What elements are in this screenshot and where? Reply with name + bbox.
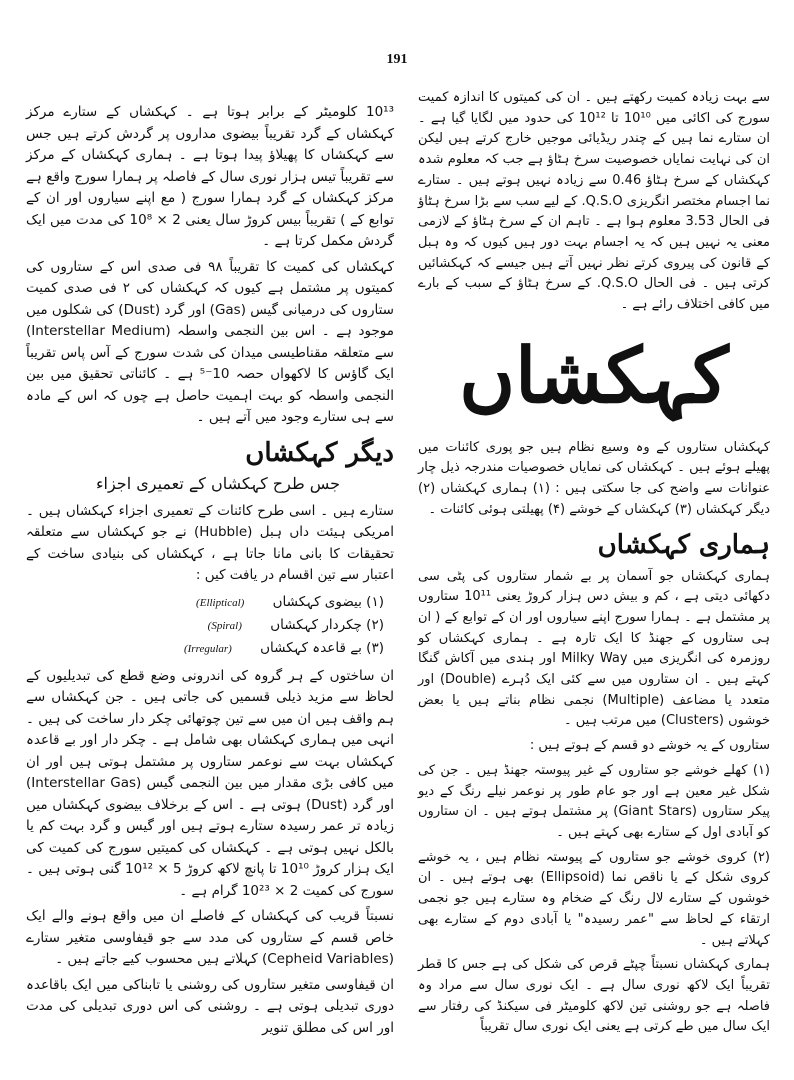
galaxy-shape-paragraph: ہماری کہکشاں نسبتاً چپٹے قرص کی شکل کی ہے جس کا قطر تقریباً ایک لاکھ نوری سال ہے ۔ ایک نوری سال سے مراد وہ فاصلہ ہے جو روشنی تین لاکھ کلومیٹر فی سیکنڈ کی رفتار سے ایک سال میں طے کرتی ہے یعنی ایک نوری سال تقریباً (418, 957, 770, 1035)
list-item (26, 614, 394, 637)
list-item-english: (Irregular) (183, 642, 232, 655)
our-galaxy-paragraph: ہماری کہکشاں جو آسمان پر بے شمار ستاروں کی پٹی سی دکھائی دیتی ہے ، کم و بیش دس ہزار کروڑ یعنی 10¹¹ ستاروں پر مشتمل ہے ۔ ہمارا سورج اپنے سیاروں اور ان کے توابع کے ( ان ہی ستاروں کے جھنڈ کا ایک تارہ ہے ۔ ہماری کہکشاں کو روزمرہ کی انگریزی میں Milky Way اور ہندی میں آکاش گنگا کہتے ہیں ۔ ان ستاروں میں سے کئی ایک دُہرے (Double) اور متعدد یا مضاعف (Multiple) نجمی نظام بناتے ہیں یا بعض خوشوں (Clusters) میں مرتب ہیں ۔ (418, 568, 771, 729)
right-column (418, 88, 770, 1042)
galaxy-mass-paragraph: کہکشاں کی کمیت کا تقریباً ۹۸ فی صدی اس کے ستاروں کی کمیتوں پر مشتمل ہے کیوں کہ کہکشاں کی ۲ فی صدی کمیت ستاروں کی درمیانی گیس (Gas) اور گرد (Dust) کی شکلوں میں موجود ہے ۔ اس بین النجمی واسطہ (Interstellar Medium) سے متعلقہ مقناطیسی میدان کی شدت سورج کے آس پاس تقریباً ایک گاؤس کا لاکھواں حصہ 10⁻⁵ ہے ۔ کائناتی تحقیق میں بین النجمی واسطہ کو بہت اہمیت حاصل ہے چوں کہ اس کے مادہ سے ہی ستارے وجود میں آتے ہیں ۔ (26, 258, 395, 425)
open-clusters-paragraph: (۱) کھلے خوشے جو ستاروں کے غیر پیوستہ جھنڈ ہیں ۔ جن کی شکل غیر معین ہے اور جو عام طور پر نوعمر نیلے رنگ کے دیو پیکر ستاروں (Giant Stars) پر مشتمل ہوتے ہیں ۔ ان ستاروں کو آبادی اول کے ستارے بھی کہتے ہیں ۔ (418, 762, 771, 840)
other-galaxies-subheading: جس طرح کہکشاں کے تعمیری اجزاء (96, 473, 341, 493)
list-item (26, 637, 394, 660)
list-item-label: بیضوی کہکشاں (272, 593, 362, 610)
list-item-number: (۱) (366, 593, 384, 610)
our-galaxy-heading: ہماری کہکشاں (597, 529, 770, 560)
list-item-label: چکردار کہکشاں (270, 616, 362, 633)
galaxy-types-list (26, 591, 394, 660)
galaxies-intro-paragraph: کہکشاں ستاروں کے وہ وسیع نظام ہیں جو پوری کائنات میں پھیلے ہوئے ہیں ۔ کہکشاں کی نمایاں خصوصیات مندرجہ ذیل چار عنوانات سے واضح کی جا سکتی ہیں : (۱) ہماری کہکشاں (۲) دیگر کہکشاں (۳) کہکشاں کے خوشے (۴) پھیلتی ہوئی کائنات ۔ (418, 439, 770, 517)
list-item (26, 591, 394, 614)
cepheid-paragraph: نسبتاً قریب کی کہکشاں کے فاصلے ان میں واقع ہونے والے ایک خاص قسم کے ستاروں کی مدد سے جو قیفاوسی متغیر ستارے (Cepheid Variables) کہلاتے ہیں محسوب کیے جاتے ہیں ۔ (26, 908, 394, 967)
clusters-intro-paragraph: ستاروں کے یہ خوشے دو قسم کے ہوتے ہیں : (529, 738, 770, 754)
list-item-english: (Elliptical) (196, 596, 245, 609)
galaxy-structure-paragraph: ان ساختوں کے ہر گروہ کی اندرونی وضع قطع کی تبدیلیوں کے لحاظ سے مزید ذیلی قسمیں کی جاتی ہیں ۔ جن کہکشاں سے ہم واقف ہیں ان میں سے تین چوتھائی چکر دار ساخت کی ہیں ۔ انہی میں ہماری کہکشاں بھی شامل ہے ۔ چکر دار اور بے قاعدہ کہکشاں بہت سے نوعمر ستاروں پر مشتمل ہوتی ہیں اور ان میں کافی بڑی مقدار میں بین النجمی گیس (Interstellar Gas) اور گرد (Dust) ہوتی ہے ۔ اس کے برخلاف بیضوی کہکشاں میں زیادہ تر عمر رسیدہ ستارے ہوتے ہیں اور گیس و گرد بہت کم یا بالکل نہیں ہوتی ہے ۔ کہکشاں کی کمیتیں سورج کی کمیت کی ایک ہزار کروڑ 10¹⁰ تا پانچ لاکھ کروڑ 5 × 10¹² گنی ہوتی ہیں ۔ سورج کی کمیت 2 × 10²³ گرام ہے ۔ (26, 667, 394, 899)
list-item-number: (۲) (366, 616, 384, 633)
list-item-label: بے قاعدہ کہکشاں (260, 639, 362, 656)
hubble-paragraph: ستارے ہیں ۔ اسی طرح کائنات کے تعمیری اجزاء کہکشاں ہیں ۔ امریکی ہیئت داں ہبل (Hubble) نے جو کہکشاں سے متعلقہ تحقیقات کا بانی مانا جاتا ہے ، کہکشاں کی بنیادی ساخت کے اعتبار سے تین اقسام در یافت کیں : (26, 502, 394, 583)
globular-clusters-paragraph: (۲) کروی خوشے جو ستاروں کے پیوستہ نظام ہیں ، یہ خوشے کروی شکل کے یا ناقص نما (Ellipsoid) بھی ہوتے ہیں ۔ ان خوشوں کے ستارے لال رنگ کے ضخام وہ ستارے ہیں جو نجمی ارتقاء کے لحاظ سے "عمر رسیدہ" یا آبادی دوم کے ستارے بھی کہلاتے ہیں ۔ (418, 849, 770, 948)
list-item-number: (۳) (366, 639, 384, 656)
page-number: 191 (386, 52, 408, 67)
intro-paragraph: سے بہت زیادہ کمیت رکھتے ہیں ۔ ان کی کمیتوں کا اندازہ کمیت سورج کی اکائی میں 10¹⁰ تا 10¹² کی حدود میں لگایا گیا ہے ۔ ان ستارے نما ہیں کے چندر ریڈیائی موجیں خارج کرتے ہیں لیکن ان کی نہایت نمایاں خصوصیت سرخ ہٹاؤ ہے جب کہ معلوم شدہ کہکشاں کے سرخ ہٹاؤ 0.46 سے زیادہ نہیں ہوتے ہیں ۔ ستارے نما اجسام مختصر انگریزی Q.S.O. کے لیے سب سے بڑا سرخ ہٹاؤ فی الحال 3.53 معلوم ہوا ہے ۔ تاہم ان کے سرخ ہٹاؤ کے لازمی معنی یہ نہیں ہیں کہ یہ اجسام بہت دور ہیں کیوں کہ وہ ہبل کے قانون کی پیروی کرتے نظر نہیں آتے ہیں جیسے کہ کہکشائیں کرتی ہیں ۔ فی الحال Q.S.O. کے سرخ ہٹاؤ کے سبب کے بارے میں کافی اختلاف رائے ہے ۔ (418, 90, 770, 313)
list-item-english: (Spiral) (207, 619, 242, 632)
cepheid-luminosity-paragraph: ان قیفاوسی متغیر ستاروں کی روشنی یا تابناکی میں ایک باقاعدہ دوری تبدیلی ہوتی ہے ۔ روشنی کی اس دوری تبدیلی کی مدت اور اس کی مطلق تنویر (26, 976, 394, 1036)
page-title: کہکشاں (459, 330, 729, 420)
left-column (26, 102, 394, 1043)
solar-orbit-paragraph: 10¹³ کلومیٹر کے برابر ہوتا ہے ۔ کہکشاں کے ستارے مرکز کہکشاں کے گرد تقریباً بیضوی مداروں پر گردش کرتے ہیں جس سے کہکشاں کا پھیلاؤ پیدا ہوتا ہے ۔ ہماری کہکشاں کے مرکز سے تقریباً تیس ہزار نوری سال کے فاصلہ پر ہمارا سورج واقع ہے مرکز کہکشاں کے گرد ہمارا سورج ( مع اپنے سیاروں اور ان کے توابع کے ) تقریباً بیس کروڑ سال یعنی 2 × 10⁸ کی مدت میں ایک گردش مکمل کرتا ہے ۔ (26, 104, 395, 249)
other-galaxies-heading: دیگر کہکشاں (245, 437, 394, 468)
